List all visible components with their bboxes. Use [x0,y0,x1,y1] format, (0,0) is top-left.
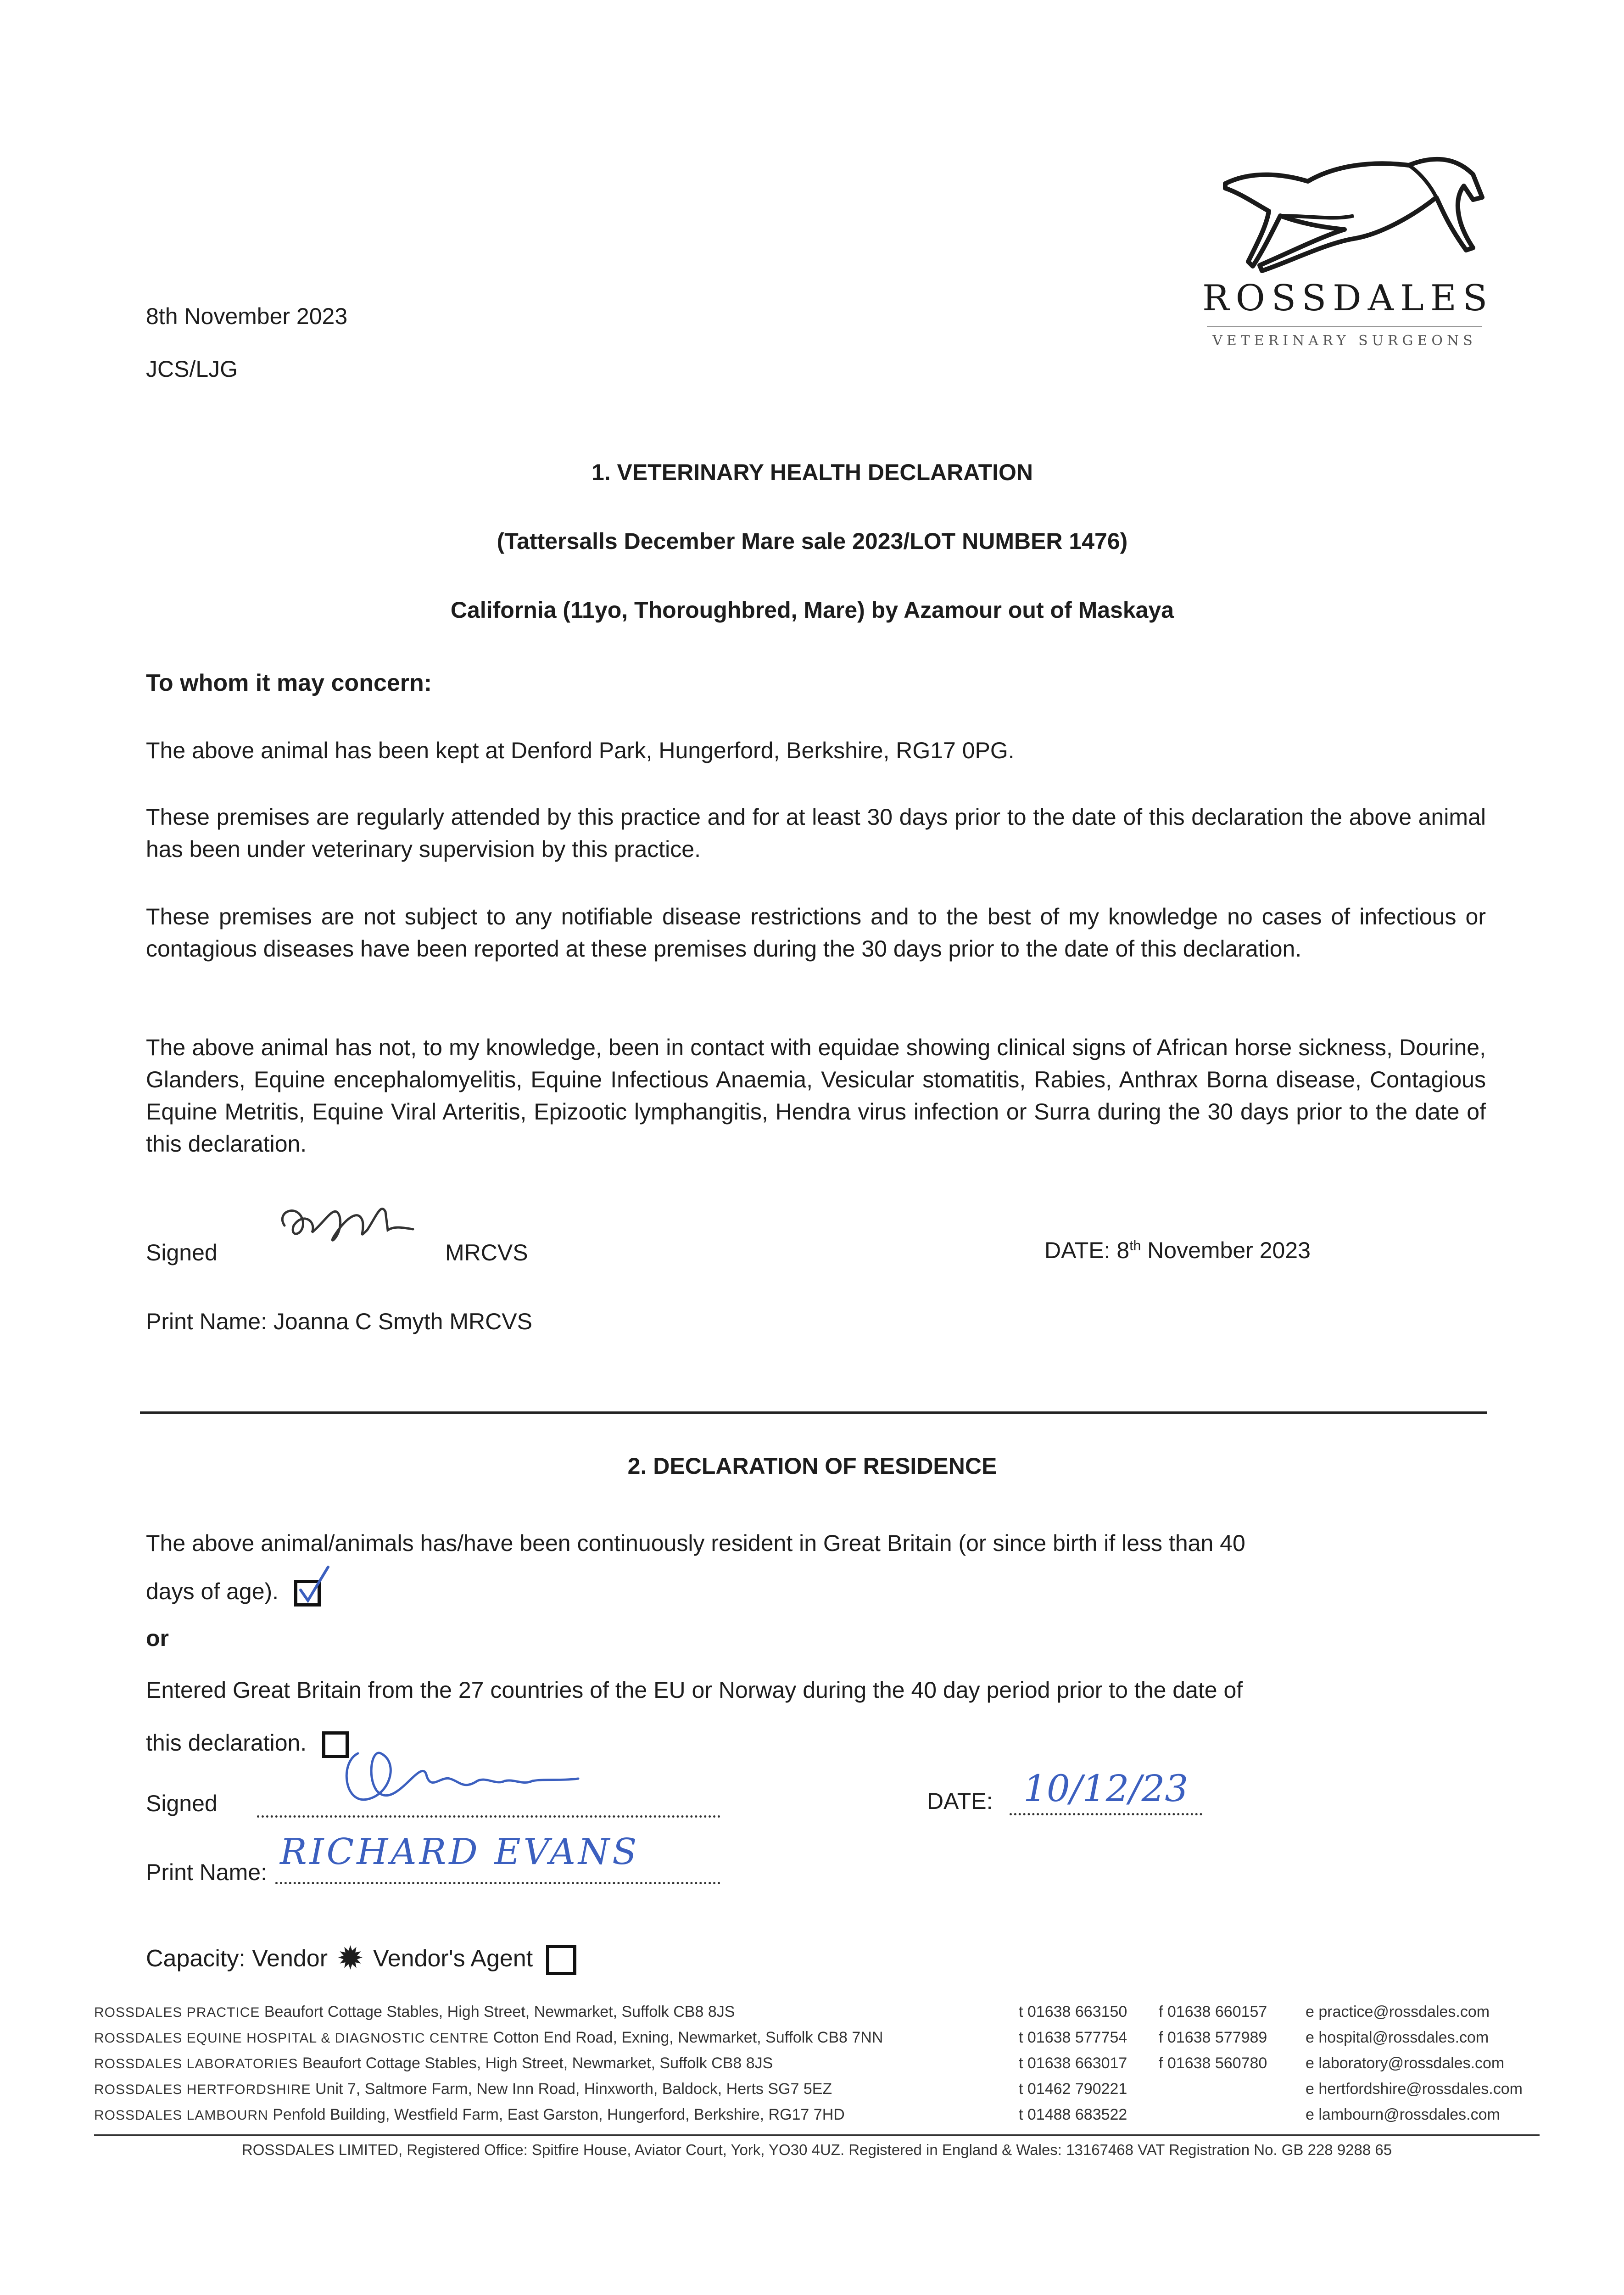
vendor-agent-checkbox[interactable] [546,1945,576,1975]
print-name-label-2: Print Name: [146,1859,267,1885]
logo-wordmark: ROSSDALES [1202,278,1494,319]
print-name-line [275,1882,720,1884]
signed-label: Signed [146,1240,218,1265]
animal-description: California (11yo, Thoroughbred, Mare) by Azamour out of Maskaya [450,597,1174,623]
handwritten-print-name: RICHARD EVANS [280,1831,640,1873]
letter-reference: JCS/LJG [146,356,238,382]
salutation: To whom it may concern: [146,670,432,696]
vendor-signature [330,1735,587,1813]
residence-option2-text: Entered Great Britain from the 27 countries of the EU or Norway during the 40 day period prior to the date of this declaration. [146,1664,1495,1769]
check-mark-icon [295,1565,332,1606]
footer-row: ROSSDALES HERTFORDSHIRE Unit 7, Saltmore Farm, New Inn Road, Hinxworth, Baldock, Herts SG7 5EZ t 01462 790221 e hertfordshire@rossdales.com [94,2080,1523,2098]
paragraph-supervision: These premises are regularly attended by this practice and for at least 30 days prior to the date of this declaration the above animal has been under veterinary supervision by this practice. [146,804,1486,862]
registered-office: ROSSDALES LIMITED, Registered Office: Spitfire House, Aviator Court, York, YO30 4UZ. Registered in England & Wales: 13167468 VAT Registration No. GB 228 9288 65 [241,2141,1392,2158]
letter-date: 8th November 2023 [146,303,348,329]
footer-contacts [94,1999,1540,2127]
footer-row: ROSSDALES LAMBOURN Penfold Building, Westfield Farm, East Garston, Hungerford, Berkshire, RG17 7HD t 01488 683522 e lambourn@rossdales.com [94,2106,1500,2123]
section2-date-label: DATE: [927,1788,993,1814]
logo-tagline: VETERINARY SURGEONS [1212,333,1477,349]
section1-subheading: (Tattersalls December Mare sale 2023/LOT NUMBER 1476) [497,528,1128,554]
footer-row: ROSSDALES EQUINE HOSPITAL & DIAGNOSTIC CENTRE Cotton End Road, Exning, Newmarket, Suffolk CB8 7NN t 01638 577754 f 01638 577989 e hospital@rossdales.com [94,2029,1489,2046]
capacity-row: Capacity: Vendor ✹ Vendor's Agent [146,1939,576,1977]
residence-gb-checkbox[interactable] [294,1580,321,1606]
handwritten-date: 10/12/23 [1023,1767,1189,1810]
or-label: or [146,1625,169,1651]
residence-option1-text: The above animal/animals has/have been continuously resident in Great Britain (or since birth if less than 40 days of age). [146,1519,1495,1616]
vet-print-name: Print Name: Joanna C Smyth MRCVS [146,1309,532,1334]
logo-divider [1207,326,1482,327]
horse-logo-icon [1216,147,1491,285]
section1-date: DATE: 8th November 2023 [1044,1237,1311,1263]
vet-signature [271,1193,418,1262]
footer-row: ROSSDALES PRACTICE Beaufort Cottage Stables, High Street, Newmarket, Suffolk CB8 8JS t 01638 663150 f 01638 660157 e practice@rossdales.com [94,2003,1490,2021]
company-logo [1202,147,1494,358]
signature-line [257,1815,720,1818]
signed-label-2: Signed [146,1791,218,1816]
footer-divider [94,2134,1540,2136]
paragraph-premises: The above animal has been kept at Denford Park, Hungerford, Berkshire, RG17 0PG. [146,738,1015,763]
section2-heading: 2. DECLARATION OF RESIDENCE [627,1453,997,1479]
section1-heading: 1. VETERINARY HEALTH DECLARATION [591,459,1033,485]
vendor-selected-mark[interactable]: ✹ [337,1940,364,1976]
paragraph-restrictions: These premises are not subject to any notifiable disease restrictions and to the best of my knowledge no cases of infectious or contagious diseases have been reported at these premises during the 30 days prior to the date of this declaration. [146,904,1486,962]
section-divider [140,1411,1487,1414]
footer-row: ROSSDALES LABORATORIES Beaufort Cottage Stables, High Street, Newmarket, Suffolk CB8 8JS t 01638 663017 f 01638 560780 e laboratory@rossdales.com [94,2054,1505,2072]
mrcvs-label: MRCVS [445,1240,528,1265]
date-line [1010,1813,1202,1815]
paragraph-contact: The above animal has not, to my knowledge, been in contact with equidae showing clinical signs of African horse sickness, Dourine, Glanders, Equine encephalomyelitis, Equine Infectious Anaemia, Vesicular stomatitis, Rabies, Anthrax Borna disease, Contagious Equine Metritis, Equine Viral Arteritis, Epizootic lymphangitis, Hendra virus infection or Surra during the 30 days prior to the date of this declaration. [146,1035,1486,1157]
